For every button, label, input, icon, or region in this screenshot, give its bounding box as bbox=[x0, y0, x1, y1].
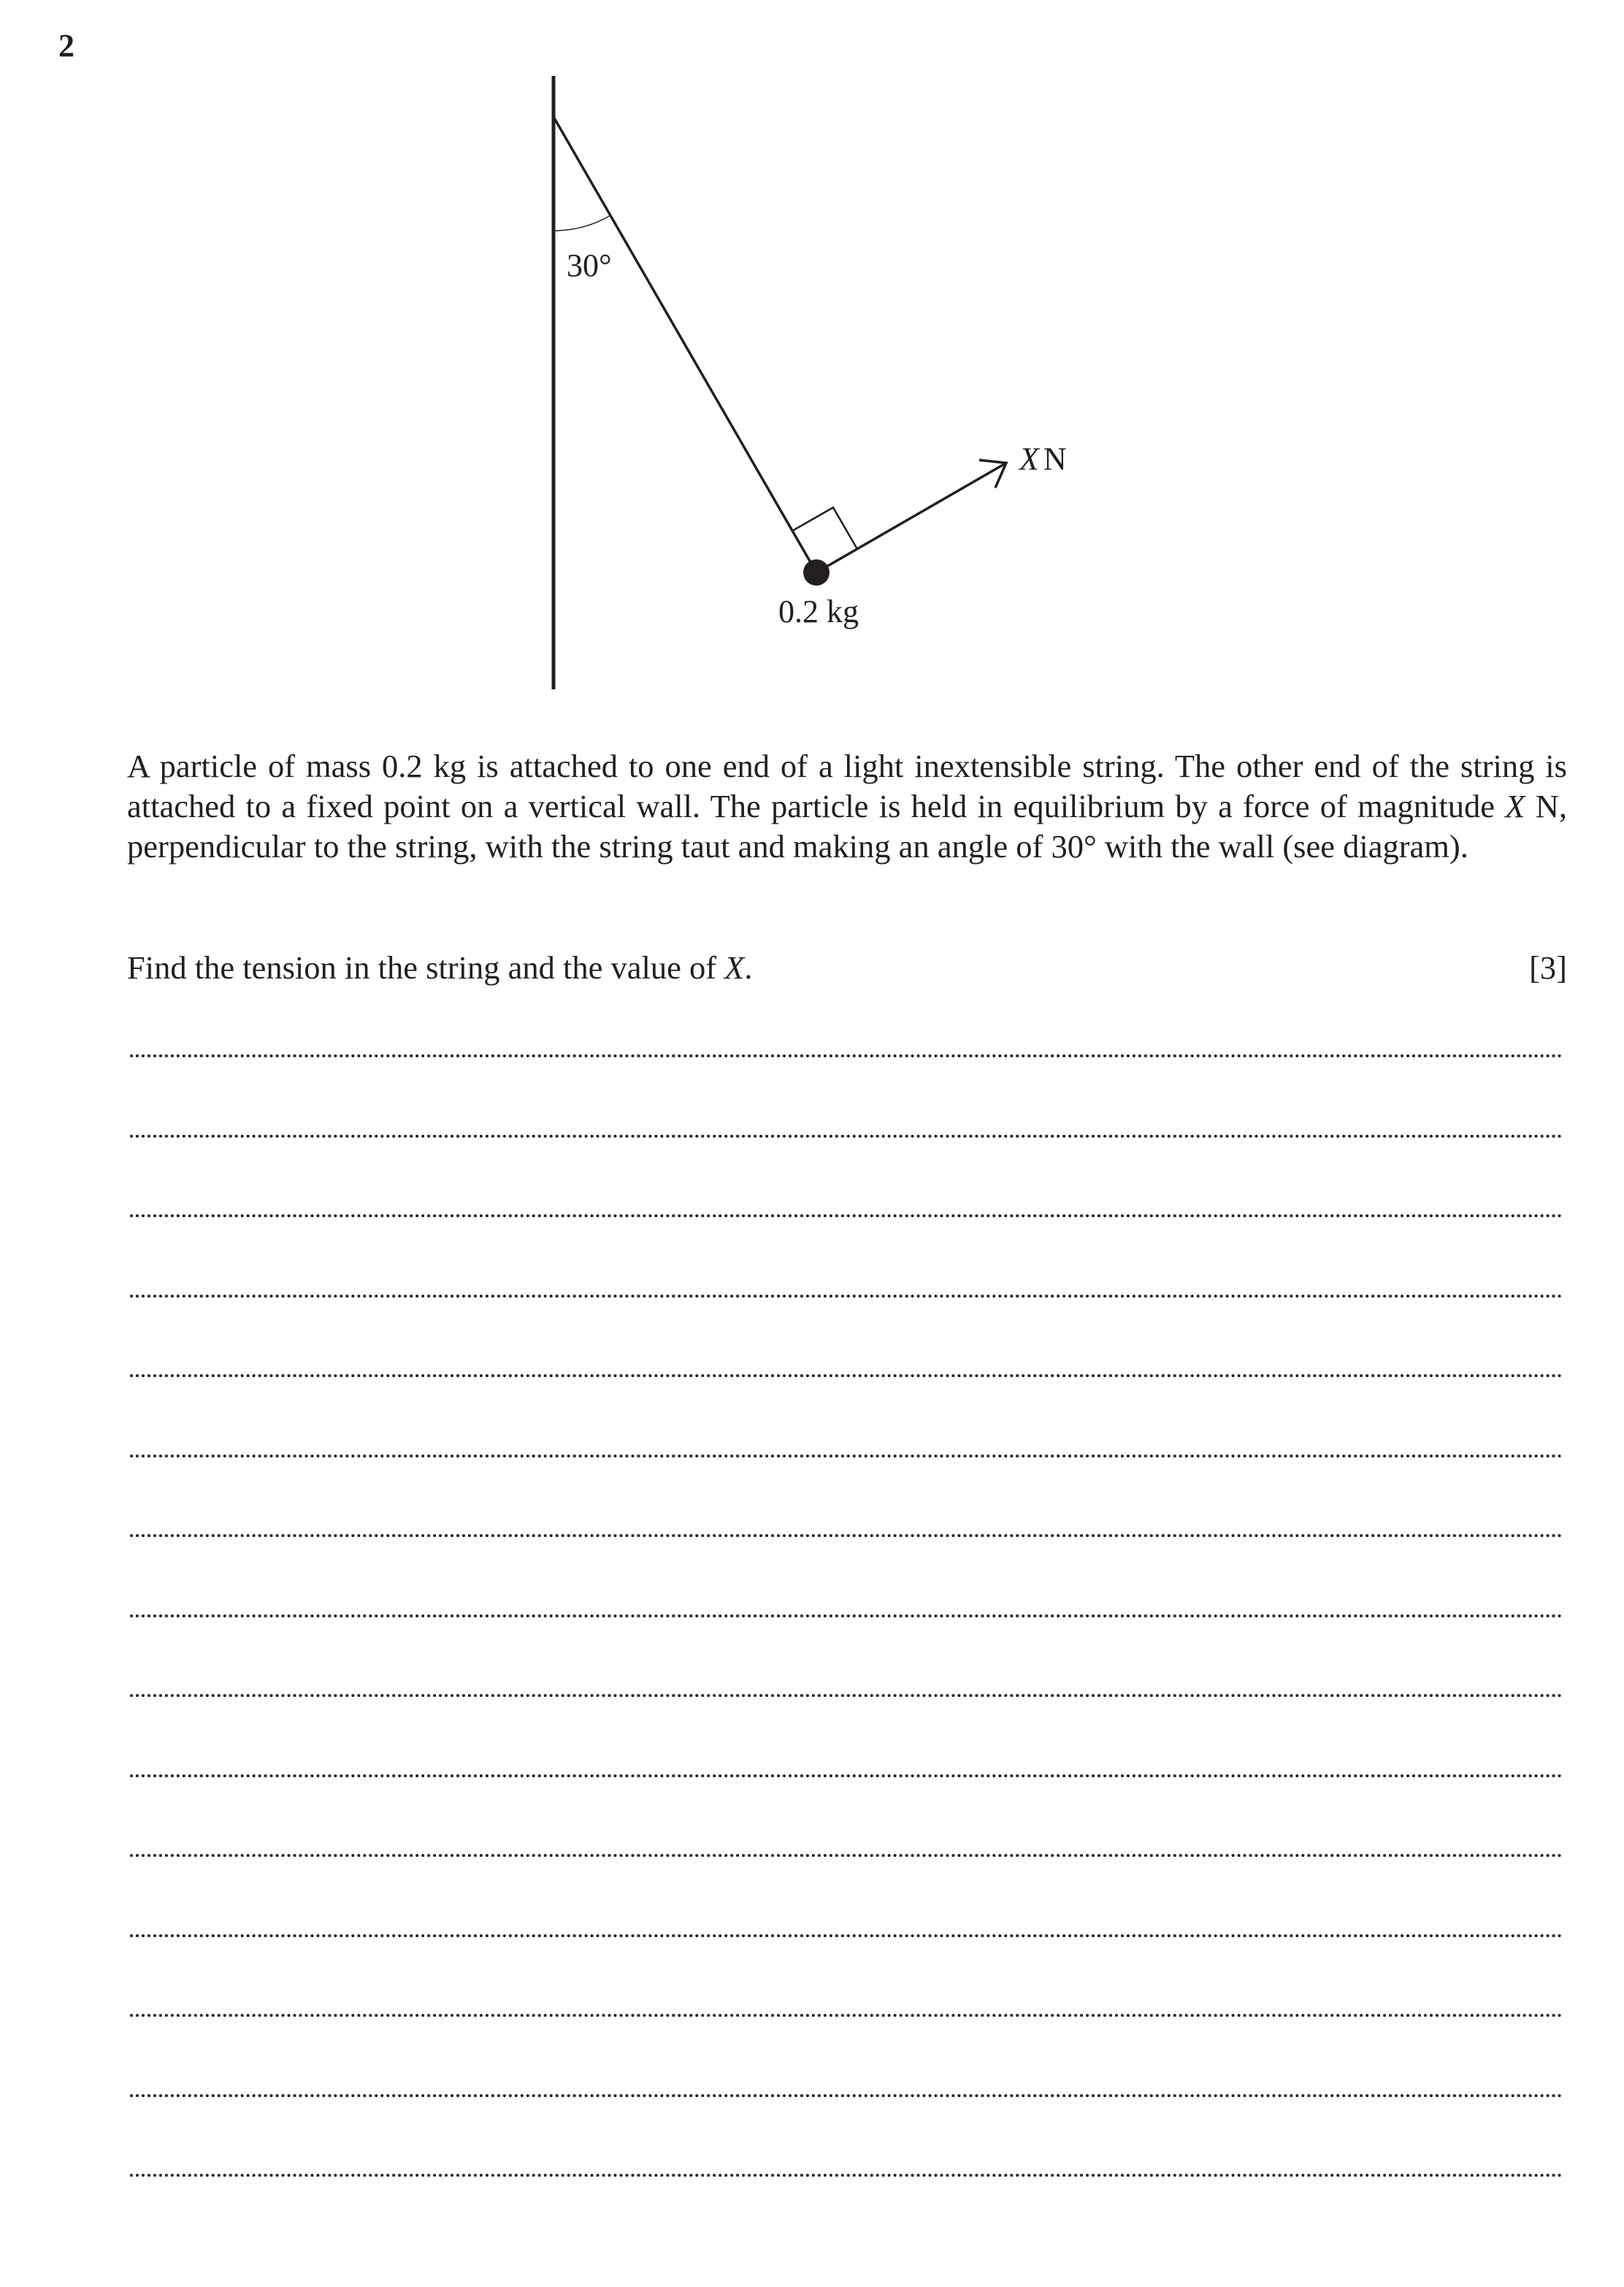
answer-line[interactable] bbox=[130, 2071, 1563, 2151]
force-label-var: X bbox=[1019, 441, 1039, 477]
problem-text-part-2: N, perpendicular to the string, with the string taut and making an angle of 30° with the wall (see diagram). bbox=[127, 788, 1568, 865]
angle-label: 30° bbox=[567, 248, 612, 283]
particle bbox=[803, 559, 830, 586]
answer-line[interactable] bbox=[130, 1591, 1563, 1671]
mass-label: 0.2 kg bbox=[778, 594, 859, 629]
string-line bbox=[554, 117, 816, 572]
problem-text-part-1: A particle of mass 0.2 kg is attached to one end of a light inextensible string. The other end of the string is attached to a fixed point on a vertical wall. The particle is held in equilibrium by a force of magnitude bbox=[127, 748, 1567, 824]
answer-line[interactable] bbox=[130, 1111, 1563, 1192]
question-variable: X bbox=[724, 949, 745, 986]
question-number: 2 bbox=[58, 28, 74, 64]
problem-variable: X bbox=[1505, 788, 1525, 824]
angle-arc bbox=[554, 215, 610, 231]
force-label-unit: N bbox=[1043, 441, 1067, 477]
question-text: Find the tension in the string and the value of bbox=[127, 949, 717, 986]
problem-statement bbox=[127, 746, 1567, 867]
question-punctuation: . bbox=[744, 949, 753, 986]
right-angle-marker bbox=[792, 507, 857, 549]
answer-line[interactable] bbox=[130, 1911, 1563, 1991]
answer-line[interactable] bbox=[130, 1271, 1563, 1352]
answer-line[interactable] bbox=[130, 1991, 1563, 2071]
answer-line[interactable] bbox=[130, 1191, 1563, 1271]
answer-line[interactable] bbox=[130, 1431, 1563, 1512]
answer-line[interactable] bbox=[130, 1511, 1563, 1591]
answer-area[interactable] bbox=[130, 1031, 1563, 2231]
marks-allocation: [3] bbox=[1529, 949, 1567, 986]
answer-line[interactable] bbox=[130, 1671, 1563, 1751]
force-diagram bbox=[0, 0, 1624, 730]
force-arrow-shaft bbox=[816, 463, 1006, 572]
answer-line[interactable] bbox=[130, 1351, 1563, 1431]
answer-line[interactable] bbox=[130, 2150, 1563, 2231]
answer-line[interactable] bbox=[130, 1751, 1563, 1831]
answer-line[interactable] bbox=[130, 1831, 1563, 1911]
question-prompt bbox=[127, 948, 1567, 988]
answer-line[interactable] bbox=[130, 1031, 1563, 1111]
force-label bbox=[1018, 441, 1067, 477]
